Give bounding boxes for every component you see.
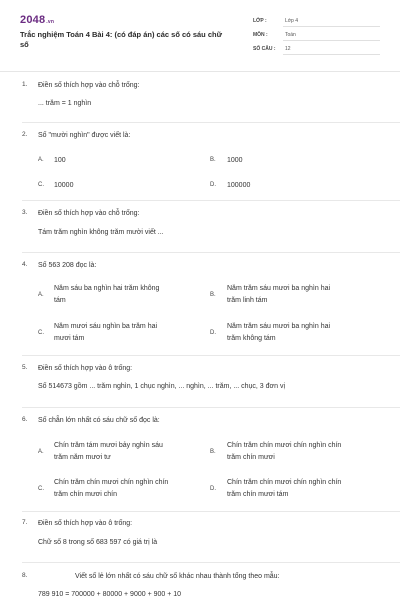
class-label: LỚP :: [253, 18, 267, 24]
worksheet-header: [0, 0, 400, 72]
option-c-letter: C.: [38, 182, 44, 188]
logo-suffix: .vn: [46, 19, 55, 25]
question-2: [22, 131, 382, 201]
question-8: [22, 572, 382, 600]
option-b-letter: B.: [210, 449, 216, 455]
question-count-underline: [283, 54, 380, 55]
question-prompt: ... trăm = 1 nghìn: [38, 100, 92, 107]
question-text: Viết số lẻ lớn nhất có sáu chữ số khác nhau thành tổng theo mẫu:: [75, 573, 280, 580]
question-text: Số "mười nghìn" được viết là:: [38, 132, 131, 139]
question-3: [22, 209, 382, 259]
option-b-letter: B.: [210, 292, 216, 298]
option-a-letter: A.: [38, 292, 44, 298]
question-number: 8.: [22, 572, 28, 579]
option-b[interactable]: [227, 283, 387, 306]
question-divider: [22, 200, 400, 201]
option-b-line-2: trăm chín mươi: [227, 453, 275, 461]
option-b-letter: B.: [210, 157, 216, 163]
option-b-line-2: trăm linh tám: [227, 296, 268, 304]
option-c[interactable]: 10000: [54, 182, 74, 189]
option-c[interactable]: [54, 321, 204, 344]
logo-main: 2048: [20, 14, 46, 26]
question-divider: [22, 252, 400, 253]
question-number: 7.: [22, 519, 28, 526]
question-4: [22, 261, 382, 361]
option-a-line-1: Chín trăm tám mươi bảy nghìn sáu: [54, 442, 163, 449]
question-count-label: SỐ CÂU :: [253, 46, 276, 52]
question-number: 1.: [22, 81, 28, 88]
option-a-line-2: trăm năm mươi tư: [54, 453, 111, 461]
option-a-letter: A.: [38, 157, 44, 163]
question-text: Điền số thích hợp vào chỗ trống:: [38, 82, 140, 89]
subject-label: MÔN :: [253, 32, 268, 38]
question-count-value: 12: [285, 46, 291, 52]
question-divider: [22, 355, 400, 356]
option-c-line-2: mươi tám: [54, 334, 85, 342]
question-6: [22, 416, 382, 516]
question-divider: [22, 407, 400, 408]
question-number: 2.: [22, 131, 28, 138]
question-divider: [22, 122, 400, 123]
page-title: Trắc nghiệm Toán 4 Bài 4: (có đáp án) các số có sáu chữ số: [20, 30, 223, 49]
option-d-letter: D.: [210, 486, 216, 492]
question-text: Điền số thích hợp vào ô trống:: [38, 365, 133, 372]
option-d-line-2: trăm không tám: [227, 334, 276, 342]
option-d-letter: D.: [210, 182, 216, 188]
question-prompt: Tám trăm nghìn không trăm mười viết ...: [38, 229, 164, 236]
question-number: 4.: [22, 261, 28, 268]
option-c-line-1: Năm mươi sáu nghìn ba trăm hai: [54, 323, 158, 330]
option-b-line-1: Chín trăm chín mươi chín nghìn chín: [227, 442, 342, 449]
option-a[interactable]: 100: [54, 157, 66, 164]
subject-value: Toán: [285, 32, 296, 38]
subject-underline: [283, 40, 380, 41]
option-a-line-1: Năm sáu ba nghìn hai trăm không: [54, 285, 160, 292]
question-text: Số 563 208 đọc là:: [38, 262, 97, 269]
question-5: [22, 364, 382, 414]
class-value: Lớp 4: [285, 18, 299, 24]
option-d[interactable]: [227, 321, 387, 344]
option-a[interactable]: [54, 440, 210, 463]
option-a[interactable]: [54, 283, 204, 306]
option-c-letter: C.: [38, 330, 44, 336]
option-d-letter: D.: [210, 330, 216, 336]
option-d-line-1: Năm trăm sáu mươi ba nghìn hai: [227, 323, 331, 330]
class-underline: [283, 26, 380, 27]
question-prompt: Chữ số 8 trong số 683 597 có giá trị là: [38, 539, 158, 546]
site-logo[interactable]: [20, 14, 54, 26]
question-text: Số chẵn lớn nhất có sáu chữ số đọc là:: [38, 417, 160, 424]
option-d-line-1: Chín trăm chín mươi chín nghìn chín: [227, 479, 342, 486]
question-7: [22, 519, 382, 569]
question-number: 3.: [22, 209, 28, 216]
question-text: Điền số thích hợp vào chỗ trống:: [38, 210, 140, 217]
option-c-letter: C.: [38, 486, 44, 492]
option-a-line-2: tám: [54, 296, 66, 304]
option-a-letter: A.: [38, 449, 44, 455]
option-c-line-1: Chín trăm chín mươi chín nghìn chín: [54, 479, 169, 486]
question-number: 6.: [22, 416, 28, 423]
option-b[interactable]: [227, 440, 392, 463]
question-divider: [22, 562, 400, 563]
question-1: [22, 81, 382, 131]
question-prompt: Số 514673 gồm ... trăm nghìn, 1 chục nghìn, ... nghìn, ... trăm, ... chục, 3 đơn vị: [38, 383, 286, 390]
option-d[interactable]: [227, 477, 392, 500]
option-d-line-2: trăm chín mươi tám: [227, 490, 289, 498]
option-c-line-2: trăm chín mươi chín: [54, 490, 117, 498]
question-divider: [22, 511, 400, 512]
option-b-line-1: Năm trăm sáu mươi ba nghìn hai: [227, 285, 331, 292]
option-d[interactable]: 100000: [227, 182, 251, 189]
option-c[interactable]: [54, 477, 210, 500]
question-text: Điền số thích hợp vào ô trống:: [38, 520, 133, 527]
option-b[interactable]: 1000: [227, 157, 243, 164]
question-number: 5.: [22, 364, 28, 371]
question-prompt: 789 910 = 700000 + 80000 + 9000 + 900 + 10: [38, 591, 182, 598]
